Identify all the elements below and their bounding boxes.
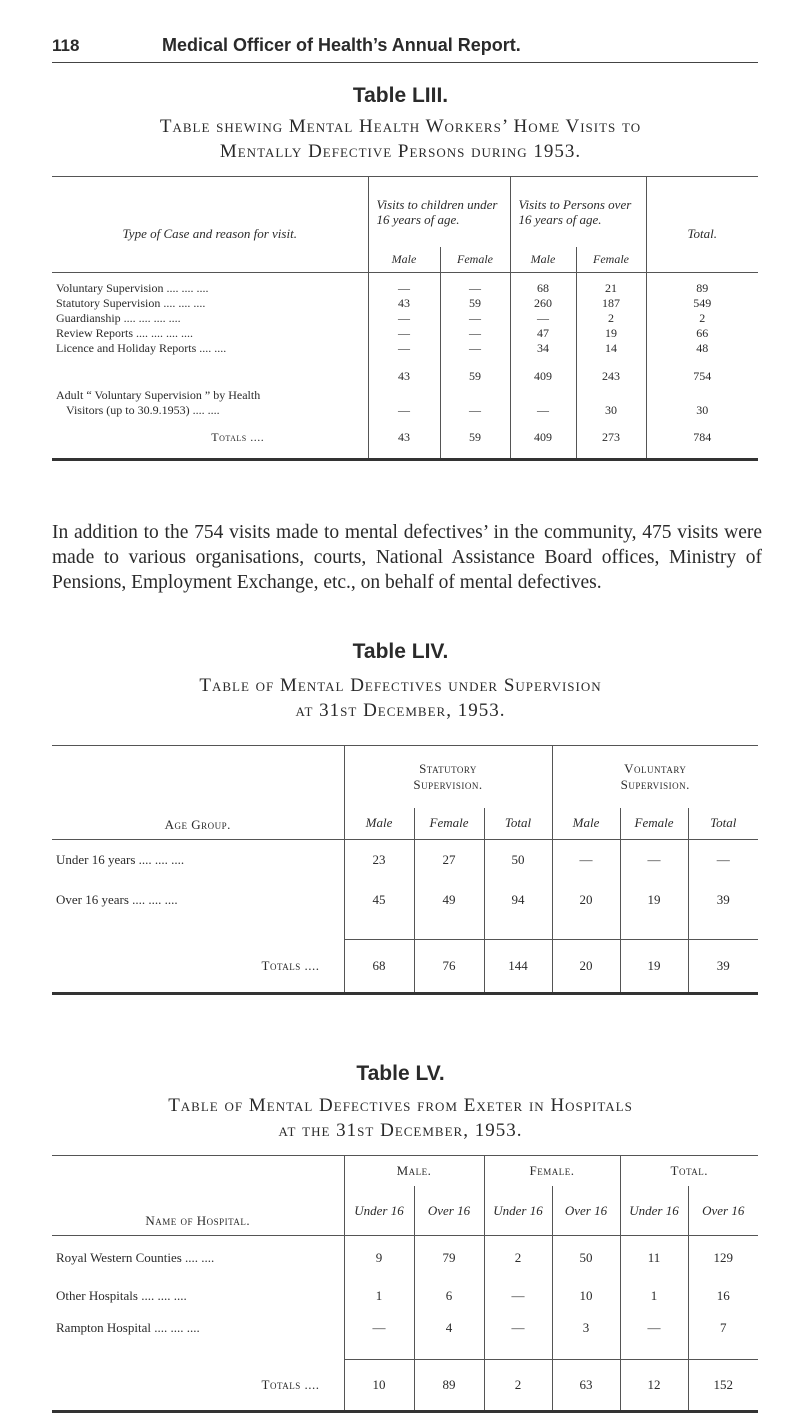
- col-type-header: Type of Case and reason for visit.: [122, 225, 297, 241]
- sub-header: Total: [484, 808, 552, 840]
- table-row: Over 16 years .... .... .... 45 49 94 20 19 39: [52, 880, 758, 920]
- page-header: [52, 36, 758, 63]
- running-title: Medical Officer of Health’s Annual Report.: [162, 35, 521, 55]
- sub-header: Female: [620, 808, 688, 840]
- table-row: Voluntary Supervision .... .... .... — — 68 21 89: [52, 281, 758, 296]
- group-male-header: Male.: [344, 1156, 484, 1186]
- sub-header: Over 16: [688, 1186, 758, 1236]
- col-name-header: Name of Hospital.: [145, 1213, 251, 1228]
- table-53-caption: Table shewing Mental Health Workers’ Home Visits to Mentally Defective Persons during 1953.: [159, 116, 642, 162]
- page-number: 118: [52, 36, 80, 55]
- table-row: Other Hospitals .... .... .... 1 6 — 10 1 16: [52, 1280, 758, 1312]
- sub-header: Under 16: [344, 1186, 414, 1236]
- table-55-label: Table LV.: [356, 1062, 445, 1085]
- table-row: Rampton Hospital .... .... .... — 4 — 3 — 7: [52, 1312, 758, 1344]
- table-55: [52, 1155, 758, 1413]
- sub-header: Male: [552, 808, 620, 840]
- sub-header: Male: [510, 247, 576, 273]
- col-total-header: Total.: [646, 177, 758, 273]
- sub-header: Total: [688, 808, 758, 840]
- sub-header: Male: [368, 247, 440, 273]
- totals-row: Totals .... 43 59 409 273 784: [52, 418, 758, 460]
- table-row: Guardianship .... .... .... .... — — — 2 2: [52, 311, 758, 326]
- table-55-caption: Table of Mental Defectives from Exeter in Hospitals at the 31st December, 1953.: [168, 1095, 633, 1141]
- sub-header: Female: [414, 808, 484, 840]
- sub-header: Over 16: [552, 1186, 620, 1236]
- table-row: Royal Western Counties .... .... 9 79 2 50 11 129: [52, 1236, 758, 1280]
- table-53: [52, 176, 758, 461]
- sub-header: Under 16: [484, 1186, 552, 1236]
- table-54-caption: Table of Mental Defectives under Supervision at 31st December, 1953.: [199, 675, 602, 721]
- body-paragraph: In addition to the 754 visits made to mental defectives’ in the community, 475 visits were made to various organisations, courts, National Assistance Board offices, Ministry of Pensions, Employment Exchange, etc., on behalf of mental defectives.: [52, 522, 762, 593]
- totals-row: Totals .... 68 76 144 20 19 39: [52, 940, 758, 994]
- col-age-header: Age Group.: [164, 817, 231, 832]
- group-total-header: Total.: [620, 1156, 758, 1186]
- table-row: Statutory Supervision .... .... .... 43 59 260 187 549: [52, 296, 758, 311]
- sub-header: Under 16: [620, 1186, 688, 1236]
- table-row: Licence and Holiday Reports .... .... — — 34 14 48: [52, 341, 758, 356]
- sub-header: Over 16: [414, 1186, 484, 1236]
- totals-row: Totals .... 10 89 2 63 12 152: [52, 1360, 758, 1412]
- table-row: Adult “ Voluntary Supervision ” by Health Visitors (up to 30.9.1953) .... .... — — — 30 30: [52, 384, 758, 418]
- table-row: Review Reports .... .... .... .... — — 47 19 66: [52, 326, 758, 341]
- subtotal-row: 43 59 409 243 754: [52, 356, 758, 384]
- col-persons-header: Visits to Persons over 16 years of age.: [510, 177, 646, 247]
- group-statutory-header: Statutory Supervision.: [344, 746, 552, 808]
- table-54-label: Table LIV.: [352, 640, 449, 663]
- sub-header: Female: [576, 247, 646, 273]
- table-54: [52, 745, 758, 995]
- sub-header: Female: [440, 247, 510, 273]
- table-53-label: Table LIII.: [352, 84, 449, 107]
- col-children-header: Visits to children under 16 years of age.: [368, 177, 510, 247]
- group-voluntary-header: Voluntary Supervision.: [552, 746, 758, 808]
- table-row: Under 16 years .... .... .... 23 27 50 — — —: [52, 840, 758, 880]
- group-female-header: Female.: [484, 1156, 620, 1186]
- sub-header: Male: [344, 808, 414, 840]
